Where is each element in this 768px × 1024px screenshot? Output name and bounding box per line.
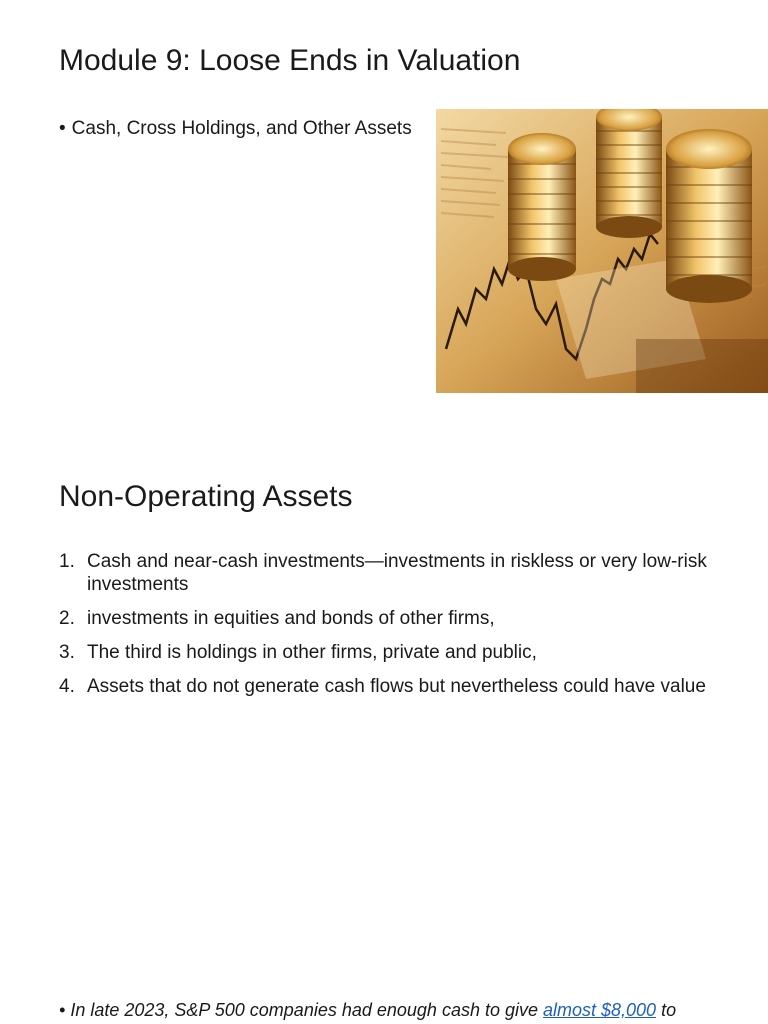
bullet-item (59, 118, 412, 140)
item-number: 3. (59, 642, 75, 663)
slide-title: Non-Operating Assets (59, 480, 353, 513)
list-item (59, 607, 719, 630)
footer-text-end: to (656, 1000, 677, 1020)
item-text: The third is holdings in other firms, private and public, (87, 642, 537, 663)
cash-link[interactable]: almost $8,000 (543, 1000, 657, 1020)
slide-non-operating-assets (0, 460, 768, 980)
footer-text: In late 2023, S&P 500 companies had enough cash to give (70, 1000, 543, 1020)
slide-module-9 (0, 0, 768, 420)
asset-list (59, 550, 719, 709)
item-number: 2. (59, 608, 75, 629)
bullet-dot: • (59, 118, 66, 139)
bullet-dot: • (59, 1000, 66, 1020)
slide-title: Module 9: Loose Ends in Valuation (59, 44, 521, 77)
footer-bullet-item (59, 1000, 676, 1021)
coins-chart-image (436, 109, 768, 393)
list-item (59, 641, 719, 664)
item-number: 4. (59, 676, 75, 697)
bullet-text: Cash, Cross Holdings, and Other Assets (71, 118, 412, 139)
item-text: Assets that do not generate cash flows but nevertheless could have value (87, 676, 706, 697)
list-item (59, 675, 719, 698)
item-number: 1. (59, 551, 75, 572)
item-text: Cash and near-cash investments—investments in riskless or very low-risk investments (87, 551, 707, 595)
item-text: investments in equities and bonds of other firms, (87, 608, 495, 629)
list-item (59, 550, 719, 596)
